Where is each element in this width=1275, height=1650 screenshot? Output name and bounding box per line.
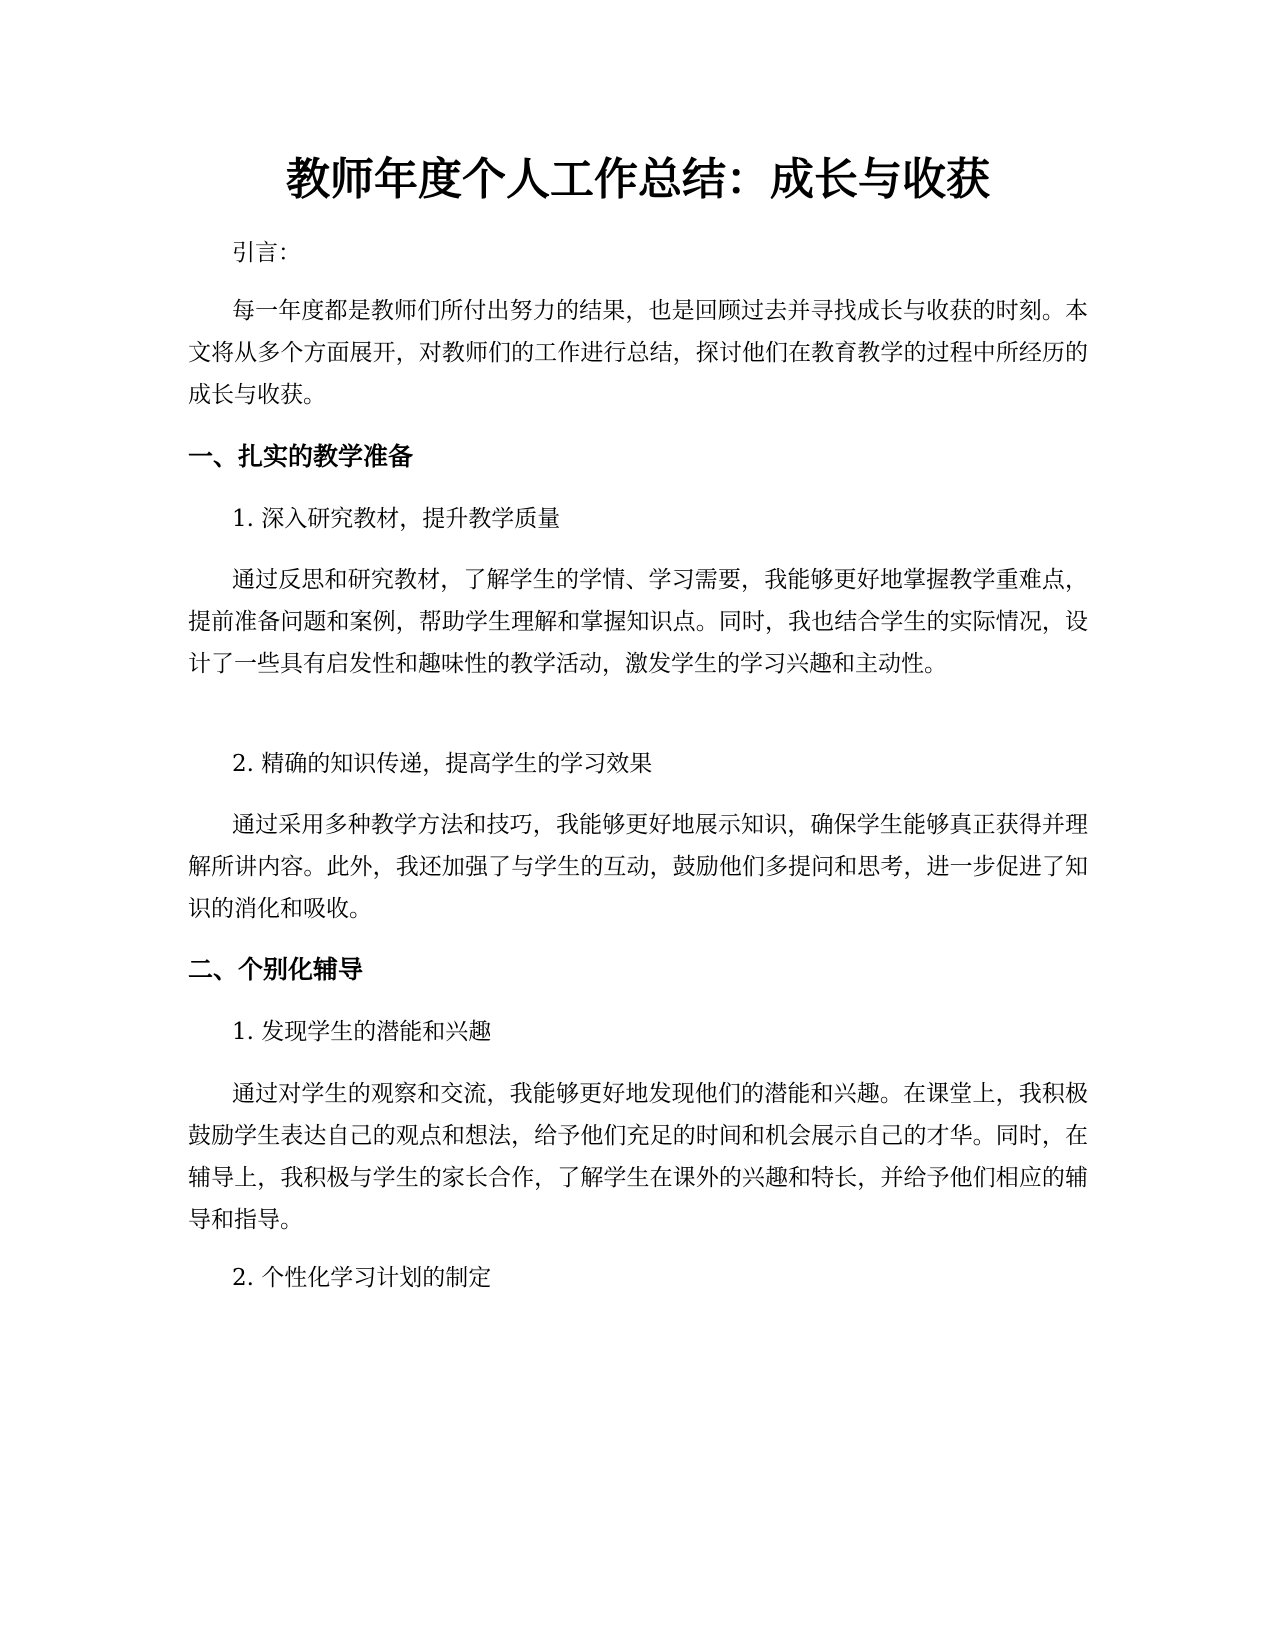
section-1-item-1-title: 1. 深入研究教材，提升教学质量 <box>232 506 561 532</box>
section-1-item-1-text: 通过反思和研究教材，了解学生的学情、学习需要，我能够更好地掌握教学重难点，提前准备问题和案例，帮助学生理解和掌握知识点。同时，我也结合学生的实际情况，设计了一些具有启发性和趣味性的教学活动，激发学生的学习兴趣和主动性。 <box>188 567 1088 677</box>
document-title: 教师年度个人工作总结：成长与收获 <box>286 154 990 205</box>
intro-label: 引言： <box>232 240 301 266</box>
document-page <box>188 0 1088 1650</box>
intro-paragraph: 每一年度都是教师们所付出努力的结果，也是回顾过去并寻找成长与收获的时刻。本文将从多个方面展开，对教师们的工作进行总结，探讨他们在教育教学的过程中所经历的成长与收获。 <box>188 298 1088 408</box>
section-2-item-1-title: 1. 发现学生的潜能和兴趣 <box>232 1019 492 1045</box>
section-1-item-2-text: 通过采用多种教学方法和技巧，我能够更好地展示知识，确保学生能够真正获得并理解所讲内容。此外，我还加强了与学生的互动，鼓励他们多提问和思考，进一步促进了知识的消化和吸收。 <box>188 812 1088 922</box>
section-2-heading: 二、个别化辅导 <box>188 955 364 984</box>
section-2-item-2-title: 2. 个性化学习计划的制定 <box>232 1265 492 1291</box>
section-1-heading: 一、扎实的教学准备 <box>188 442 414 471</box>
section-2-item-1-text: 通过对学生的观察和交流，我能够更好地发现他们的潜能和兴趣。在课堂上，我积极鼓励学生表达自己的观点和想法，给予他们充足的时间和机会展示自己的才华。同时，在辅导上，我积极与学生的家长合作，了解学生在课外的兴趣和特长，并给予他们相应的辅导和指导。 <box>188 1081 1088 1233</box>
section-1-item-2-title: 2. 精确的知识传递，提高学生的学习效果 <box>232 751 653 777</box>
